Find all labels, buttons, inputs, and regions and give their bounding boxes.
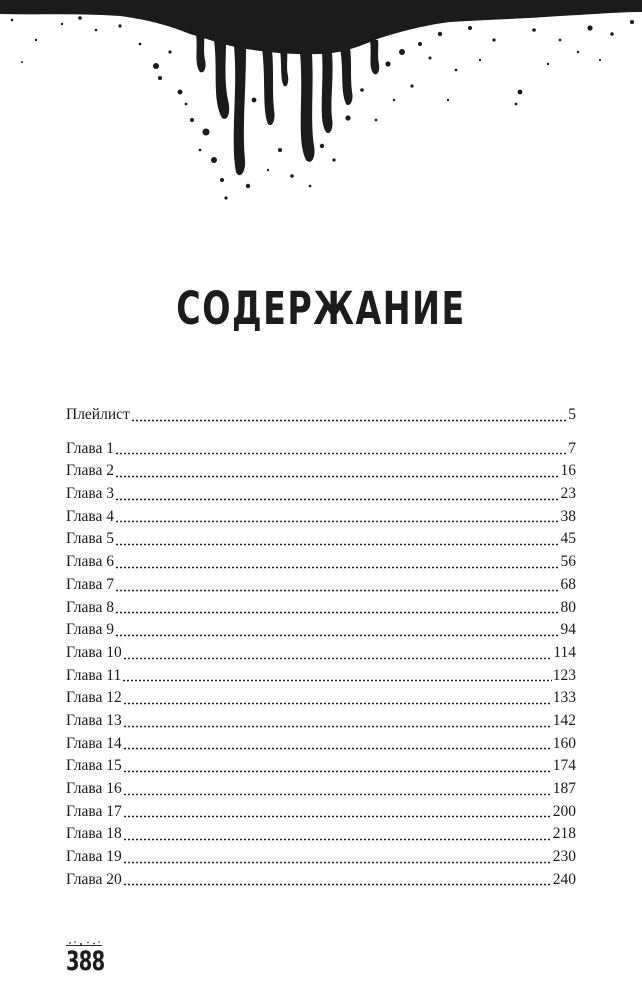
- toc-row-chapter: [66, 619, 576, 642]
- toc-row-chapter: [66, 506, 576, 529]
- toc-page-number: 80: [560, 598, 576, 616]
- toc-row-chapter: [66, 574, 576, 597]
- toc-row-chapter: [66, 846, 576, 869]
- dot-leader: [115, 486, 559, 501]
- dot-leader: [115, 440, 567, 455]
- toc-label: Глава 10: [66, 643, 122, 661]
- toc-page-number: 230: [552, 848, 576, 866]
- toc-label: Глава 20: [66, 870, 122, 888]
- dot-leader: [123, 690, 552, 705]
- toc-row-chapter: [66, 483, 576, 506]
- toc-label: Глава 4: [66, 507, 115, 525]
- toc-row-chapter: [66, 801, 576, 824]
- toc-label: Глава 5: [66, 530, 115, 548]
- toc-page-number: 5: [568, 406, 576, 423]
- toc-page-number: 23: [560, 485, 576, 503]
- toc-page-number: 133: [552, 689, 576, 707]
- dot-leader: [123, 849, 552, 864]
- dot-leader: [123, 645, 553, 660]
- toc-row-chapter: [66, 755, 576, 778]
- toc-row-chapter: [66, 687, 576, 710]
- toc-label: Глава 6: [66, 553, 115, 571]
- toc-page-number: 160: [552, 734, 576, 752]
- toc-row-chapter: [66, 551, 576, 574]
- toc-label: Глава 16: [66, 780, 122, 797]
- dot-leader: [123, 713, 552, 728]
- dot-leader: [123, 826, 552, 841]
- toc-label: Глава 11: [66, 666, 122, 684]
- dot-leader: [123, 781, 552, 796]
- toc-page-number: 38: [560, 507, 576, 525]
- page-number: 388: [66, 946, 105, 977]
- toc-page-number: 218: [552, 825, 576, 843]
- toc-label: Глава 18: [66, 825, 122, 843]
- toc-row-chapter: [66, 642, 576, 665]
- toc-label: Глава 19: [66, 848, 122, 866]
- table-of-contents: [66, 404, 576, 891]
- dot-leader: [115, 622, 559, 637]
- toc-label: Глава 17: [66, 802, 122, 820]
- toc-row-chapter: [66, 665, 576, 688]
- toc-row-chapter: [66, 823, 576, 846]
- toc-page-number: 68: [560, 575, 576, 593]
- toc-page-number: 114: [553, 643, 576, 661]
- toc-page-number: 123: [552, 666, 576, 684]
- dot-leader: [123, 871, 552, 886]
- dot-leader: [115, 531, 559, 546]
- toc-page-number: 16: [560, 462, 576, 480]
- dot-leader: [115, 508, 559, 523]
- toc-row-chapter: [66, 710, 576, 733]
- toc-label: Глава 3: [66, 485, 115, 503]
- toc-label: Глава 9: [66, 621, 115, 639]
- toc-row-chapter: [66, 438, 576, 461]
- toc-label: Глава 15: [66, 757, 122, 775]
- toc-row-chapter: [66, 733, 576, 756]
- toc-label: Глава 8: [66, 598, 115, 616]
- dot-leader: [115, 599, 559, 614]
- page-title: СОДЕРЖАНИЕ: [176, 282, 466, 335]
- toc-label: Плейлист: [66, 406, 130, 423]
- dot-leader: [123, 735, 552, 750]
- toc-row-chapter: [66, 528, 576, 551]
- toc-row-chapter: [66, 778, 576, 801]
- dot-leader: [115, 463, 559, 478]
- toc-row-playlist: [66, 404, 576, 427]
- toc-page-number: 94: [560, 621, 576, 639]
- dot-leader: [122, 667, 552, 682]
- toc-label: Глава 2: [66, 462, 115, 480]
- dot-leader: [115, 554, 559, 569]
- toc-page-number: 187: [552, 780, 576, 797]
- dot-leader: [123, 758, 552, 773]
- toc-page-number: 56: [560, 553, 576, 571]
- toc-row-chapter: [66, 597, 576, 620]
- toc-label: Глава 13: [66, 711, 122, 729]
- toc-page-number: 174: [552, 757, 576, 775]
- toc-label: Глава 1: [66, 439, 115, 457]
- ink-splatter-header: [0, 0, 642, 215]
- toc-page-number: 200: [552, 802, 576, 820]
- toc-page-number: 142: [552, 711, 576, 729]
- toc-label: Глава 7: [66, 575, 115, 593]
- chapter-list: [66, 438, 576, 892]
- toc-label: Глава 12: [66, 689, 122, 707]
- toc-label: Глава 14: [66, 734, 122, 752]
- toc-page-number: 7: [568, 439, 576, 457]
- toc-row-chapter: [66, 460, 576, 483]
- dot-leader: [115, 577, 559, 592]
- dot-leader: [123, 803, 552, 818]
- toc-row-chapter: [66, 869, 576, 892]
- dot-leader: [131, 407, 567, 422]
- toc-page-number: 45: [560, 530, 576, 548]
- toc-page-number: 240: [552, 870, 576, 888]
